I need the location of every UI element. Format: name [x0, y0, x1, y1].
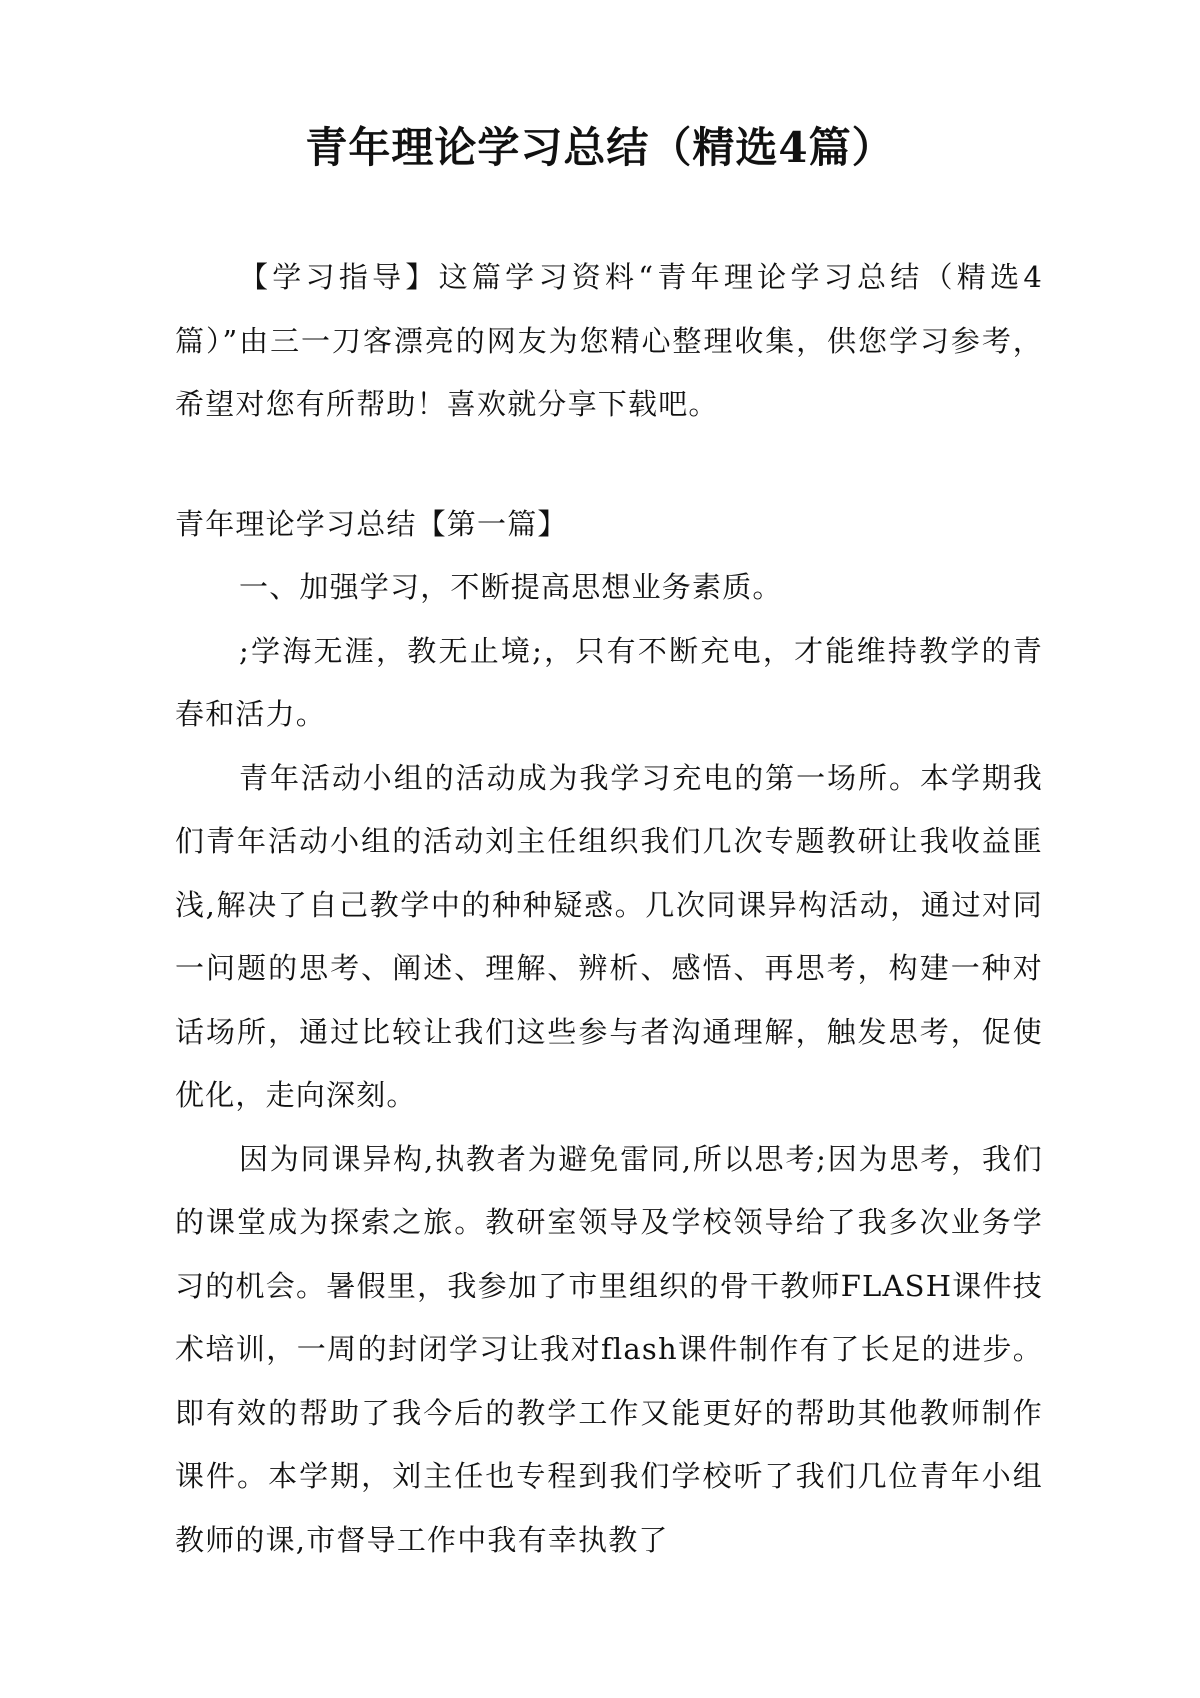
paragraph-1: 一、加强学习，不断提高思想业务素质。 [239, 570, 783, 604]
document-title: 青年理论学习总结（精选4篇） [305, 123, 895, 172]
paragraph-2: ;学海无涯，教无止境;，只有不断充电，才能维持教学的青春和活力。 [175, 633, 1043, 731]
paragraph-3: 青年活动小组的活动成为我学习充电的第一场所。本学期我们青年活动小组的活动刘主任组织我们几次专题教研让我收益匪浅,解决了自己教学中的种种疑惑。几次同课异构活动，通过对同一问题的思考、阐述、理解、辨析、感悟、再思考，构建一种对话场所，通过比较让我们这些参与者沟通理解，触发思考，促使优化，走向深刻。 [175, 760, 1043, 1112]
paragraph-4: 因为同课异构,执教者为避免雷同,所以思考;因为思考，我们的课堂成为探索之旅。教研室领导及学校领导给了我多次业务学习的机会。暑假里，我参加了市里组织的骨干教师FLASH课件技术培训，一周的封闭学习让我对flash课件制作有了长足的进步。即有效的帮助了我今后的教学工作又能更好的帮助其他教师制作课件。本学期，刘主任也专程到我们学校听了我们几位青年小组教师的课,市督导工作中我有幸执教了 [175, 1141, 1043, 1557]
section-heading: 青年理论学习总结【第一篇】 [175, 507, 568, 541]
intro-paragraph: 【学习指导】这篇学习资料“青年理论学习总结（精选4篇）”由三一刀客漂亮的网友为您精心整理收集，供您学习参考，希望对您有所帮助！喜欢就分享下载吧。 [175, 260, 1043, 421]
section-body [175, 556, 1043, 1572]
